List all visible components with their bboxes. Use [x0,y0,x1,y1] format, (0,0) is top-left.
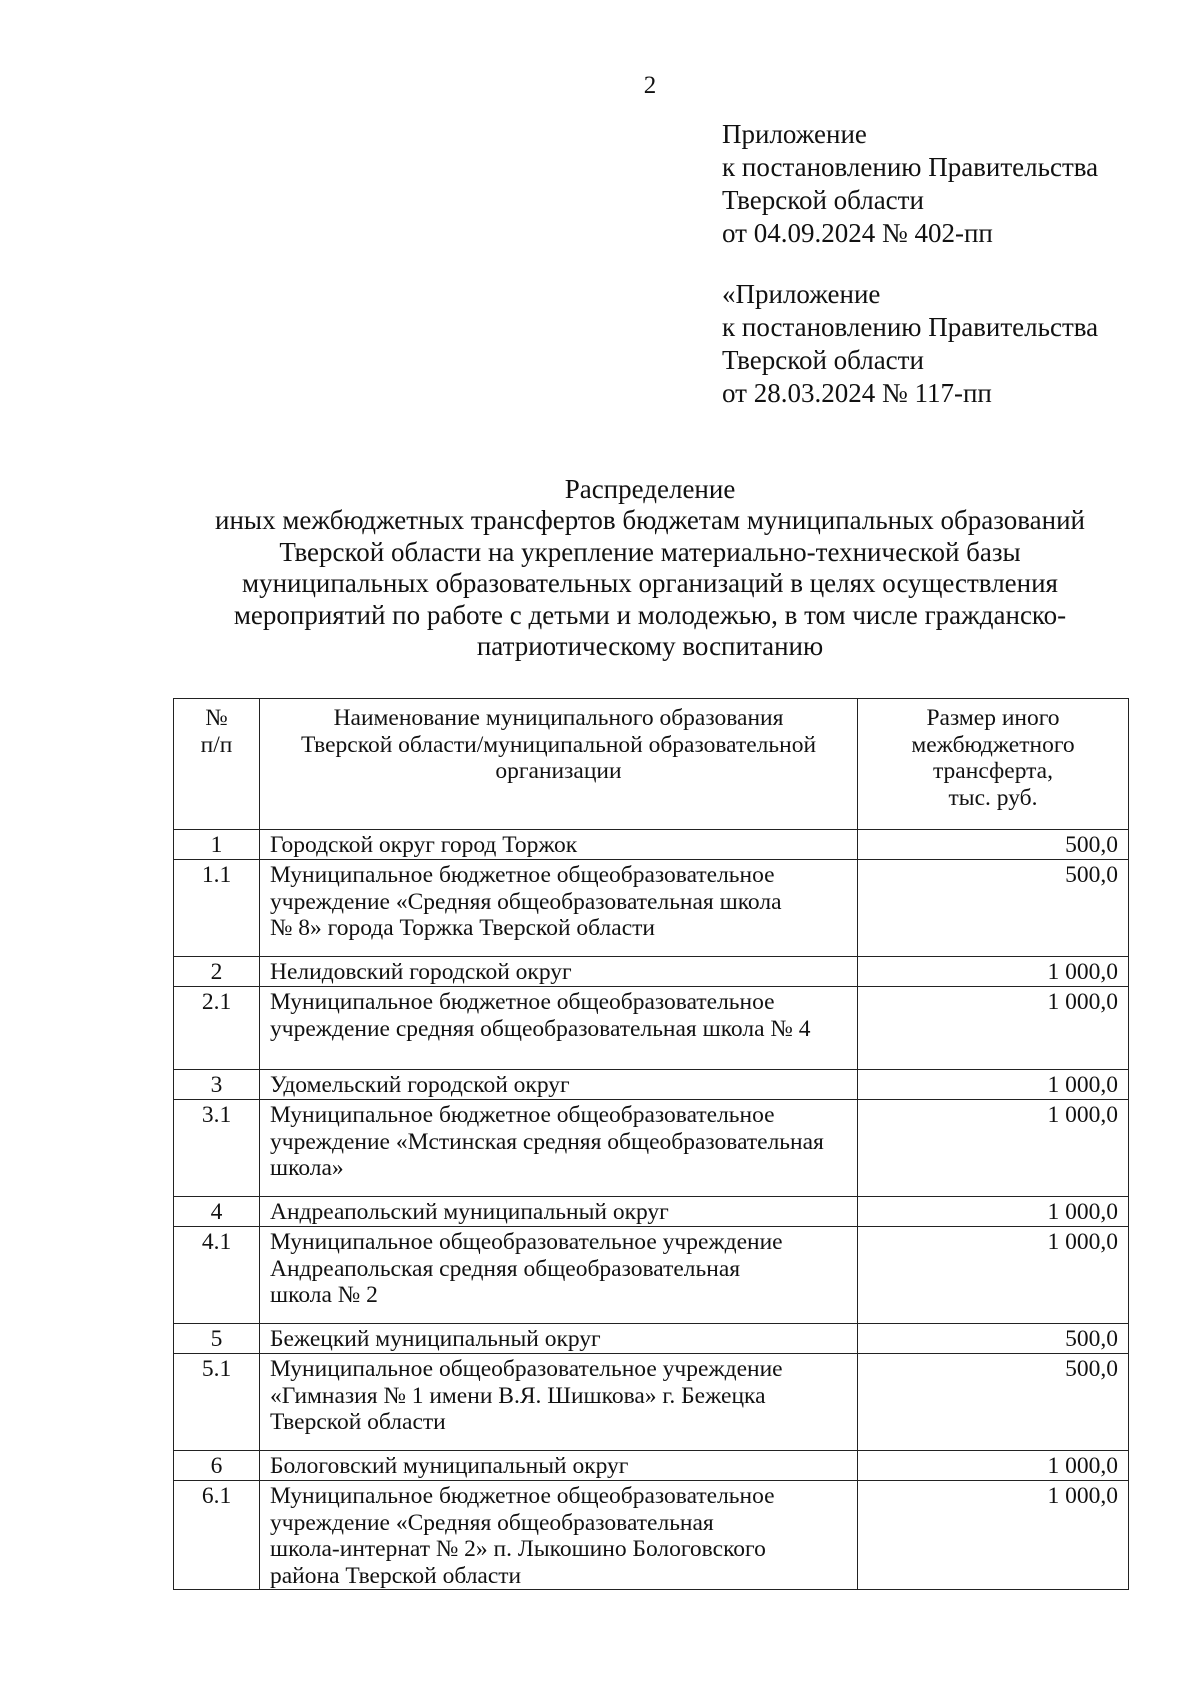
row-name-line: Удомельский городской округ [270,1072,570,1098]
row-amount: 1 000,0 [858,1100,1129,1197]
table-row [174,1481,1129,1590]
header-name-line: организации [495,758,622,784]
table-row [174,860,1129,957]
header-name-cell [260,699,858,830]
row-num: 4 [174,1197,260,1227]
row-name-line: Муниципальное бюджетное общеобразовательное [270,1102,775,1128]
appendix-original-block [722,278,1098,410]
table-row [174,1070,1129,1100]
table-row [174,1324,1129,1354]
appendix-current-line: от 04.09.2024 № 402-пп [722,218,993,248]
row-name [260,830,858,860]
row-name-line: Андреапольский муниципальный округ [270,1199,669,1225]
header-num-line: № [205,705,228,731]
row-name-line: школа-интернат № 2» п. Лыкошино Бологовского [270,1536,766,1562]
row-name [260,1227,858,1324]
row-name-line: учреждение «Мстинская средняя общеобразовательная [270,1128,824,1155]
row-num: 6 [174,1451,260,1481]
header-name-line: Тверской области/муниципальной образовательной [300,731,817,758]
distribution-table [173,698,1129,1590]
row-amount: 1 000,0 [858,1227,1129,1324]
header-name-line: Наименование муниципального образования [333,705,784,731]
row-name-line: Нелидовский городской округ [270,959,572,985]
page-number: 2 [643,72,657,99]
row-name-line: Андреапольская средняя общеобразовательная [270,1255,741,1282]
row-amount: 1 000,0 [858,1451,1129,1481]
row-name-line: учреждение «Средняя общеобразовательная школа [270,888,782,915]
title-line: иных межбюджетных трансфертов бюджетам муниципальных образований [215,505,1085,536]
appendix-original-line: к постановлению Правительства [722,312,1099,342]
appendix-current-block [722,118,1098,250]
table-row [174,1354,1129,1451]
table-row [174,830,1129,860]
appendix-original-line: от 28.03.2024 № 117-пп [722,378,992,408]
table-row [174,1197,1129,1227]
row-name-line: Муниципальное общеобразовательное учреждение [270,1229,783,1255]
row-name-line: Муниципальное бюджетное общеобразовательное [270,989,775,1015]
row-name-line: Муниципальное общеобразовательное учреждение [270,1356,783,1382]
row-amount: 1 000,0 [858,987,1129,1070]
table-row [174,1100,1129,1197]
header-amount-line: межбюджетного [911,731,1075,758]
row-num: 3.1 [174,1100,260,1197]
row-amount: 1 000,0 [858,1197,1129,1227]
row-name-line: Муниципальное бюджетное общеобразовательное [270,862,775,888]
row-name-line: Тверской области [270,1409,446,1435]
row-name-line: Бежецкий муниципальный округ [270,1326,601,1352]
title-line: муниципальных образовательных организаций в целях осуществления [242,568,1058,599]
row-name [260,1481,858,1590]
row-name [260,1070,858,1100]
header-amount-line: Размер иного [926,705,1060,731]
row-amount: 500,0 [858,1354,1129,1451]
row-name-line: «Гимназия № 1 имени В.Я. Шишкова» г. Бежецка [270,1382,766,1409]
row-name-line: учреждение средняя общеобразовательная школа № 4 [270,1015,811,1042]
row-name-line: Бологовский муниципальный округ [270,1453,629,1479]
row-amount: 1 000,0 [858,957,1129,987]
row-name-line: Муниципальное бюджетное общеобразовательное [270,1483,775,1509]
table-row [174,1227,1129,1324]
row-name-line: учреждение «Средняя общеобразовательная [270,1509,714,1536]
row-amount: 1 000,0 [858,1070,1129,1100]
table-row [174,957,1129,987]
row-name [260,1324,858,1354]
row-name [260,1197,858,1227]
row-num: 5.1 [174,1354,260,1451]
row-name [260,860,858,957]
appendix-current-line: Приложение [722,119,867,149]
row-name [260,1354,858,1451]
table-row [174,987,1129,1070]
row-name-line: школа № 2 [270,1282,378,1308]
appendix-current-line: Тверской области [722,185,924,215]
row-name-line: района Тверской области [270,1562,522,1589]
row-num: 1 [174,830,260,860]
header-amount-line: трансферта, [933,758,1053,784]
title-line: Распределение [564,474,736,504]
row-num: 2 [174,957,260,987]
title-line: патриотическому воспитанию [476,631,824,662]
title-line: мероприятий по работе с детьми и молодежью, в том числе гражданско- [233,599,1067,630]
table-row [174,1451,1129,1481]
row-amount: 1 000,0 [858,1481,1129,1590]
row-name-line: школа» [270,1155,344,1181]
row-num: 1.1 [174,860,260,957]
header-amount-line: тыс. руб. [948,784,1038,811]
row-amount: 500,0 [858,860,1129,957]
row-num: 6.1 [174,1481,260,1590]
header-amount-cell [858,699,1129,830]
header-num-line: п/п [200,731,233,758]
appendix-original-line: Тверской области [722,345,924,375]
row-amount: 500,0 [858,1324,1129,1354]
row-name-line: Городской округ город Торжок [270,832,578,858]
header-num-cell [174,699,260,830]
row-amount: 500,0 [858,830,1129,860]
appendix-current-line: к постановлению Правительства [722,152,1099,182]
row-name [260,1100,858,1197]
row-name [260,1451,858,1481]
row-name [260,987,858,1070]
row-num: 5 [174,1324,260,1354]
row-num: 2.1 [174,987,260,1070]
appendix-original-line: «Приложение [722,279,881,309]
row-num: 4.1 [174,1227,260,1324]
title-line: Тверской области на укрепление материально-технической базы [279,536,1021,567]
document-title [150,474,1150,662]
row-name-line: № 8» города Торжка Тверской области [270,915,655,941]
row-num: 3 [174,1070,260,1100]
table-header-row [174,699,1129,830]
row-name [260,957,858,987]
